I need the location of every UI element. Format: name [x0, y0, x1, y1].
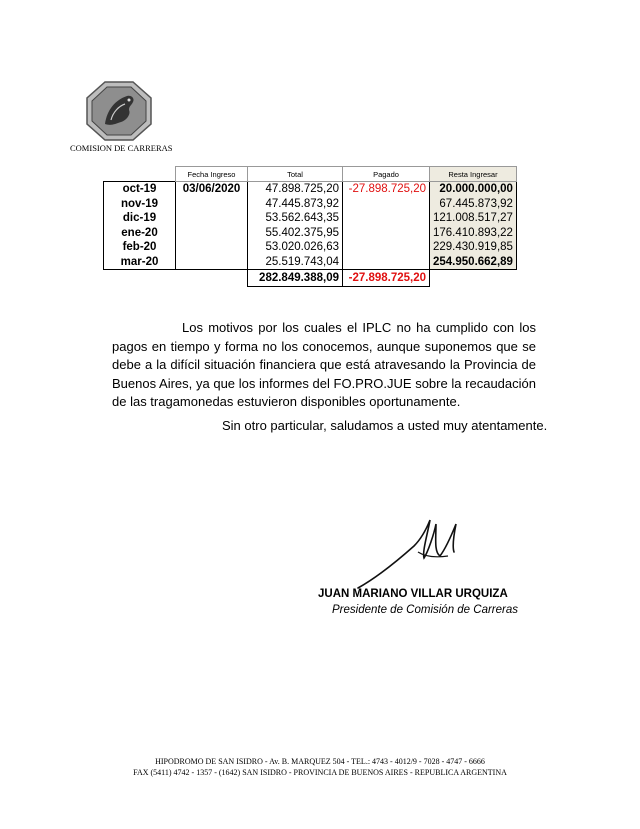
row-fecha: [176, 197, 248, 212]
row-fecha: [176, 255, 248, 270]
row-pagado: -27.898.725,20: [343, 182, 430, 197]
row-total: 47.898.725,20: [248, 182, 343, 197]
row-pagado: [343, 197, 430, 212]
signatory-name: JUAN MARIANO VILLAR URQUIZA: [318, 588, 508, 600]
row-fecha: [176, 226, 248, 241]
row-fecha: [176, 211, 248, 226]
handwritten-signature-icon: [356, 512, 476, 594]
row-total: 55.402.375,95: [248, 226, 343, 241]
table-row: [104, 211, 517, 226]
row-pagado: [343, 240, 430, 255]
header-fecha: Fecha Ingreso: [176, 167, 248, 182]
table-header-row: [104, 167, 517, 182]
row-pagado: [343, 211, 430, 226]
signatory-role: Presidente de Comisión de Carreras: [332, 604, 519, 616]
table-sum-row: [104, 270, 517, 287]
row-total: 47.445.873,92: [248, 197, 343, 212]
sum-total: 282.849.388,09: [248, 270, 343, 287]
row-month: feb-20: [104, 240, 176, 255]
header-resta: Resta Ingresar: [430, 167, 517, 182]
closing-line: Sin otro particular, saludamos a usted muy atentamente.: [222, 418, 548, 433]
footer-address: HIPODROMO DE SAN ISIDRO - Av. B. MARQUEZ 504 - TEL.: 4743 - 4012/9 - 7028 - 4747 - 6666: [155, 757, 485, 766]
sum-pagado: -27.898.725,20: [343, 270, 430, 287]
row-pagado: [343, 255, 430, 270]
row-total: 25.519.743,04: [248, 255, 343, 270]
row-resta: 121.008.517,27: [430, 211, 517, 226]
seal-logo-icon: [85, 80, 153, 142]
row-total: 53.562.643,35: [248, 211, 343, 226]
payments-table: [103, 166, 517, 287]
table-row: [104, 255, 517, 270]
row-resta: 254.950.662,89: [430, 255, 517, 270]
row-fecha: [176, 240, 248, 255]
row-resta: 67.445.873,92: [430, 197, 517, 212]
body-paragraph: Los motivos por los cuales el IPLC no ha cumplido con los pagos en tiempo y forma no los conocemos, aunque suponemos que se debe a la difícil situación financiera que está atravesando la Provincia de Buenos Aires, ya que los informes del FO.PRO.JUE sobre la recaudación de las tragamonedas estuvieron disponibles oportunamente.: [112, 320, 536, 410]
row-total: 53.020.026,63: [248, 240, 343, 255]
row-month: mar-20: [104, 255, 176, 270]
footer-fax: FAX (5411) 4742 - 1357 - (1642) SAN ISIDRO - PROVINCIA DE BUENOS AIRES - REPUBLICA ARGENTINA: [133, 768, 507, 777]
row-fecha: 03/06/2020: [176, 182, 248, 197]
table-row: [104, 240, 517, 255]
row-month: dic-19: [104, 211, 176, 226]
row-resta: 229.430.919,85: [430, 240, 517, 255]
table-row: [104, 182, 517, 197]
row-month: ene-20: [104, 226, 176, 241]
header-pagado: Pagado: [343, 167, 430, 182]
commission-title: COMISION DE CARRERAS: [70, 143, 173, 153]
row-pagado: [343, 226, 430, 241]
header-total: Total: [248, 167, 343, 182]
row-month: nov-19: [104, 197, 176, 212]
table-row: [104, 226, 517, 241]
row-month: oct-19: [104, 182, 176, 197]
row-resta: 20.000.000,00: [430, 182, 517, 197]
row-resta: 176.410.893,22: [430, 226, 517, 241]
table-row: [104, 197, 517, 212]
